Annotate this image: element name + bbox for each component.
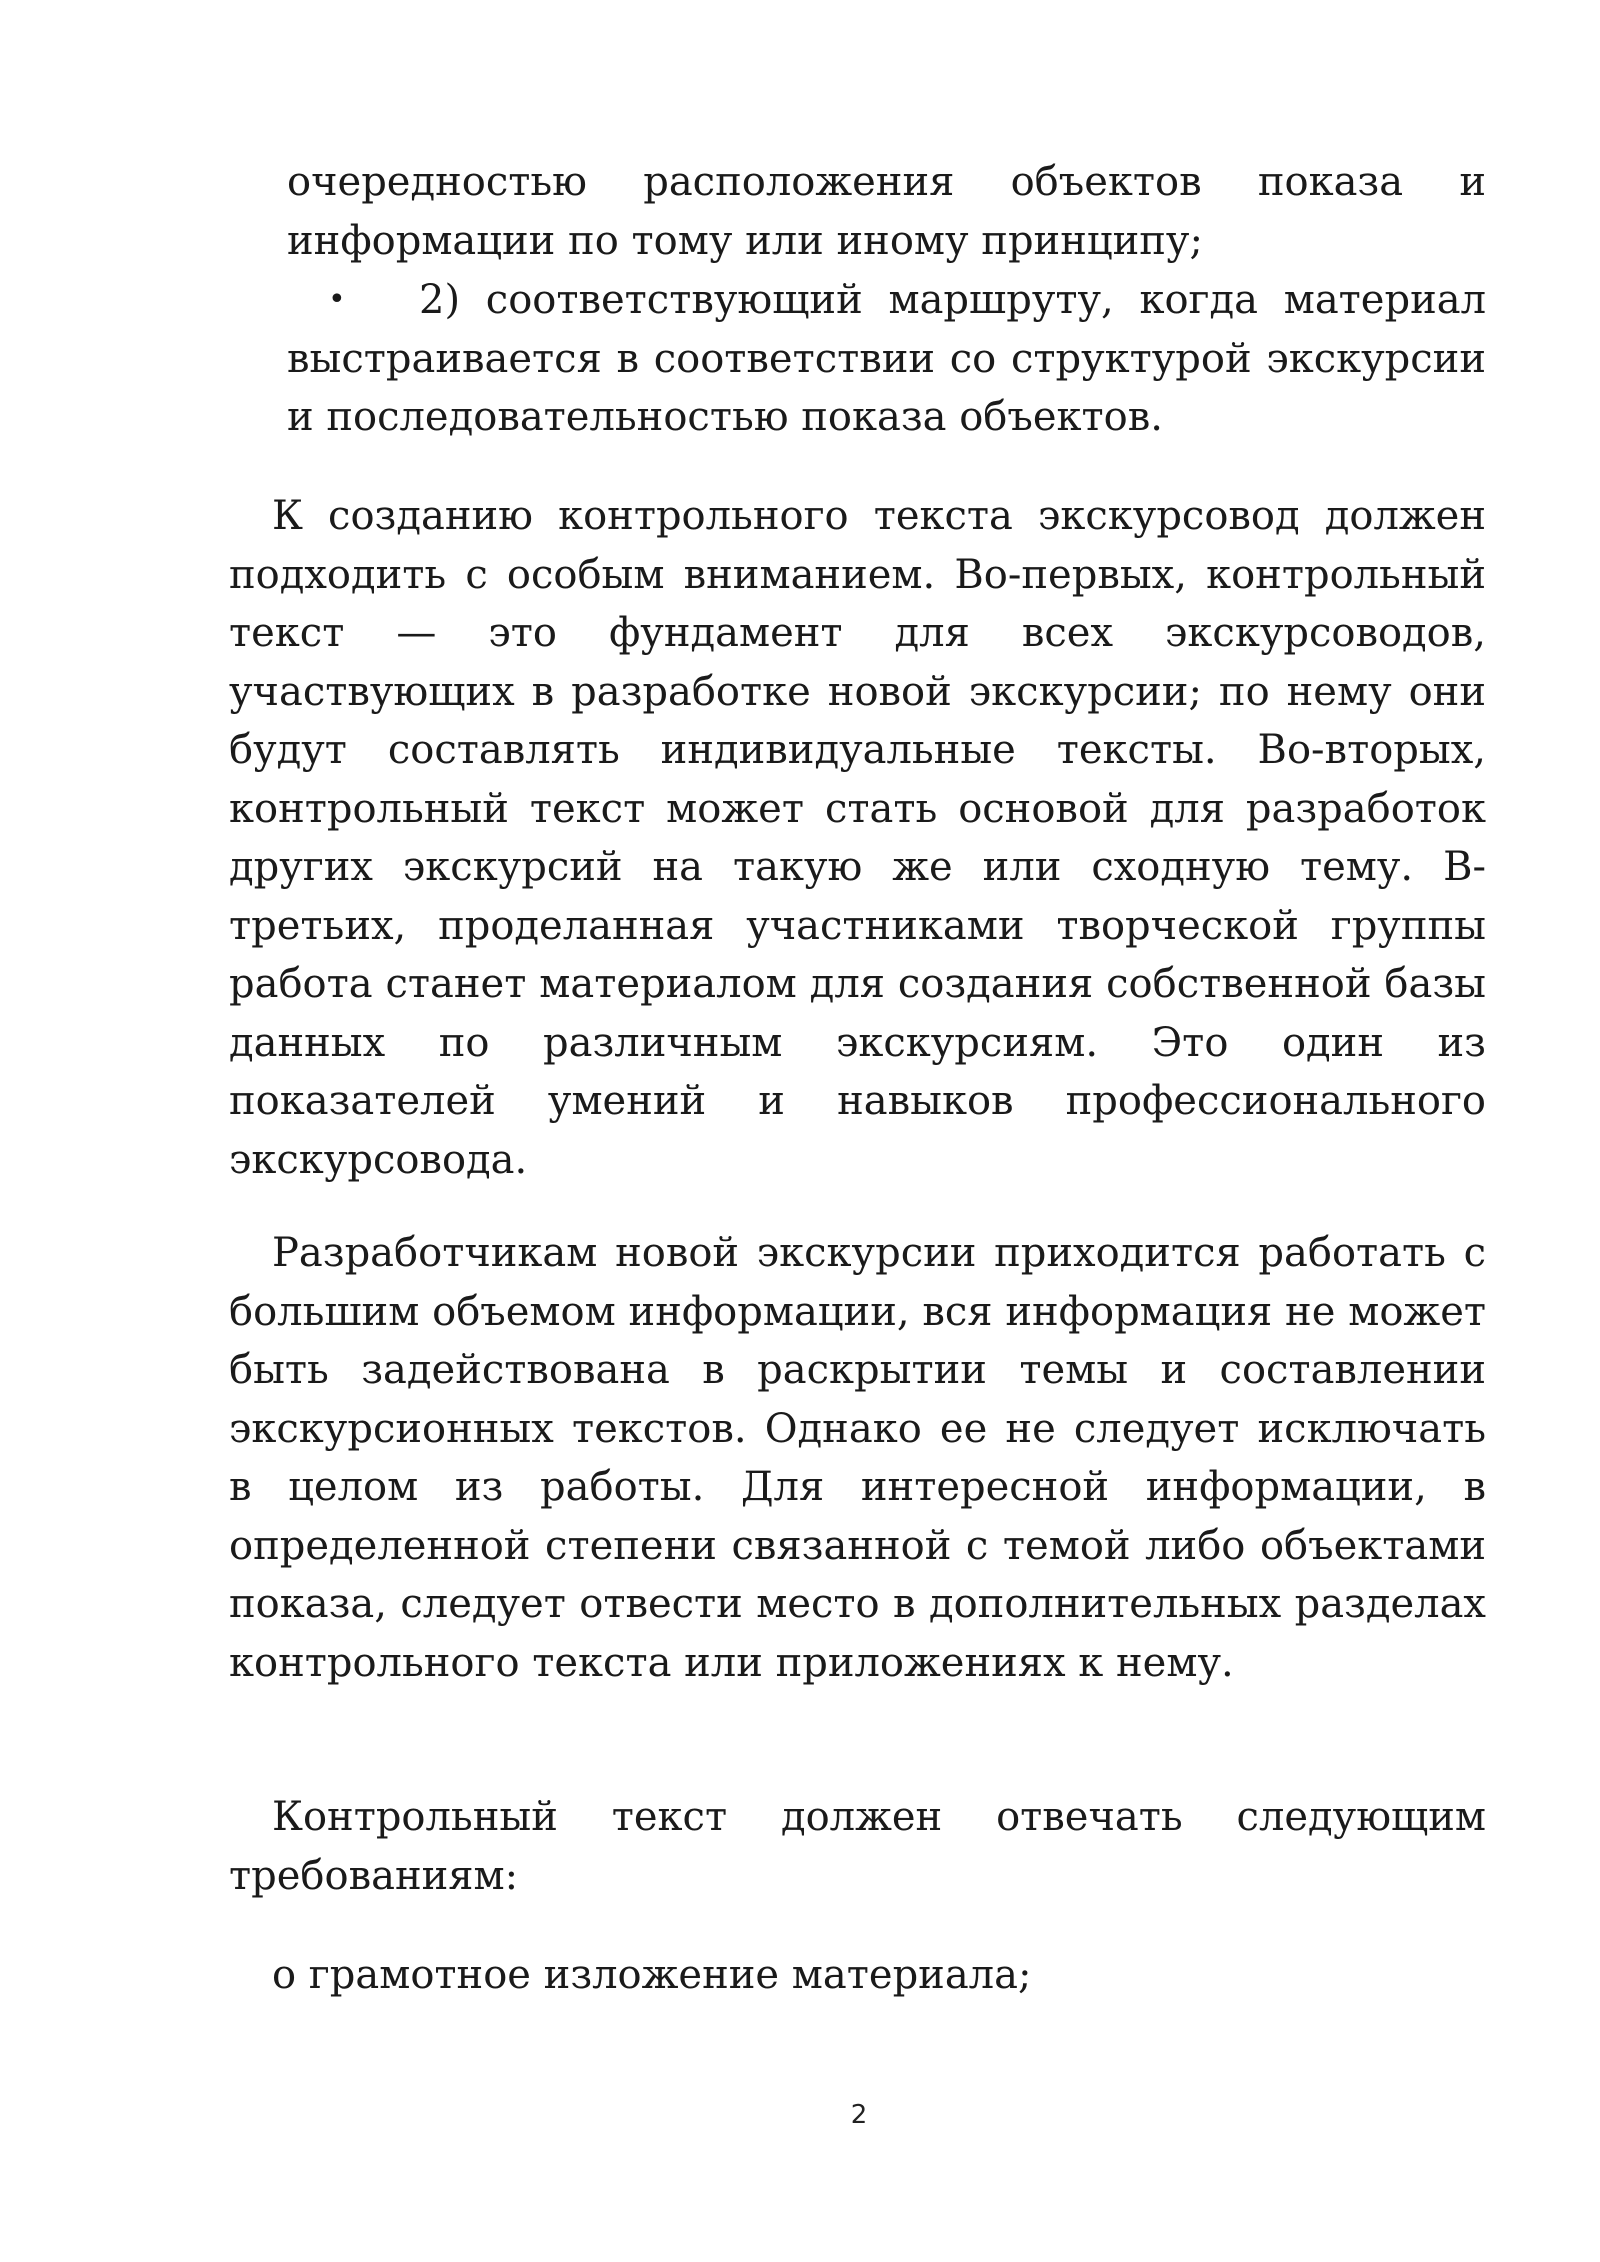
list-item-continuation bbox=[287, 153, 1486, 270]
paragraph-text: К созданию контрольного текста экскурсовод должен подходить с особым вниманием. Во-первых, контрольный текст — это фундамент для всех экскурсоводов, участвующих в разработке новой экскурсии; по нему они будут составлять индивидуальные тексты. Во-вторых, контрольный текст может стать основой для разработок других экскурсий на такую же или сходную тему. В-третьих, проделанная участниками творческой группы работа станет материалом для создания собственной базы данных по различным экскурсиям. Это один из показателей умений и навыков профессионального экскурсовода. bbox=[229, 493, 1486, 1183]
paragraph-text: Контрольный текст должен отвечать следующим требованиям: bbox=[229, 1794, 1486, 1899]
paragraph-1 bbox=[229, 487, 1486, 1189]
paragraph-text: Разработчикам новой экскурсии приходится работать с большим объемом информации, вся информация не может быть задействована в раскрытии темы и составлении экскурсионных текстов. Однако ее не следует исключать в целом из работы. Для интересной информации, в определенной степени связанной с темой либо объектами показа, следует отвести место в дополнительных разделах контрольного текста или приложениях к нему. bbox=[229, 1230, 1486, 1686]
list-item-2 bbox=[287, 271, 1486, 447]
paragraph-3 bbox=[229, 1788, 1486, 1905]
list-item-2-text: 2) соответствующий маршруту, когда материал выстраивается в соответствии со структурой экскурсии и последовательностью показа объектов. bbox=[287, 277, 1486, 440]
page-number: 2 bbox=[850, 2100, 868, 2130]
paragraph-2 bbox=[229, 1224, 1486, 1692]
paragraph-text: о грамотное изложение материала; bbox=[272, 1952, 1032, 1998]
paragraph-4 bbox=[229, 1946, 1486, 2005]
list-item-1-text: очередностью расположения объектов показа и информации по тому или иному принципу; bbox=[287, 159, 1486, 264]
bullet-icon: • bbox=[328, 282, 346, 317]
